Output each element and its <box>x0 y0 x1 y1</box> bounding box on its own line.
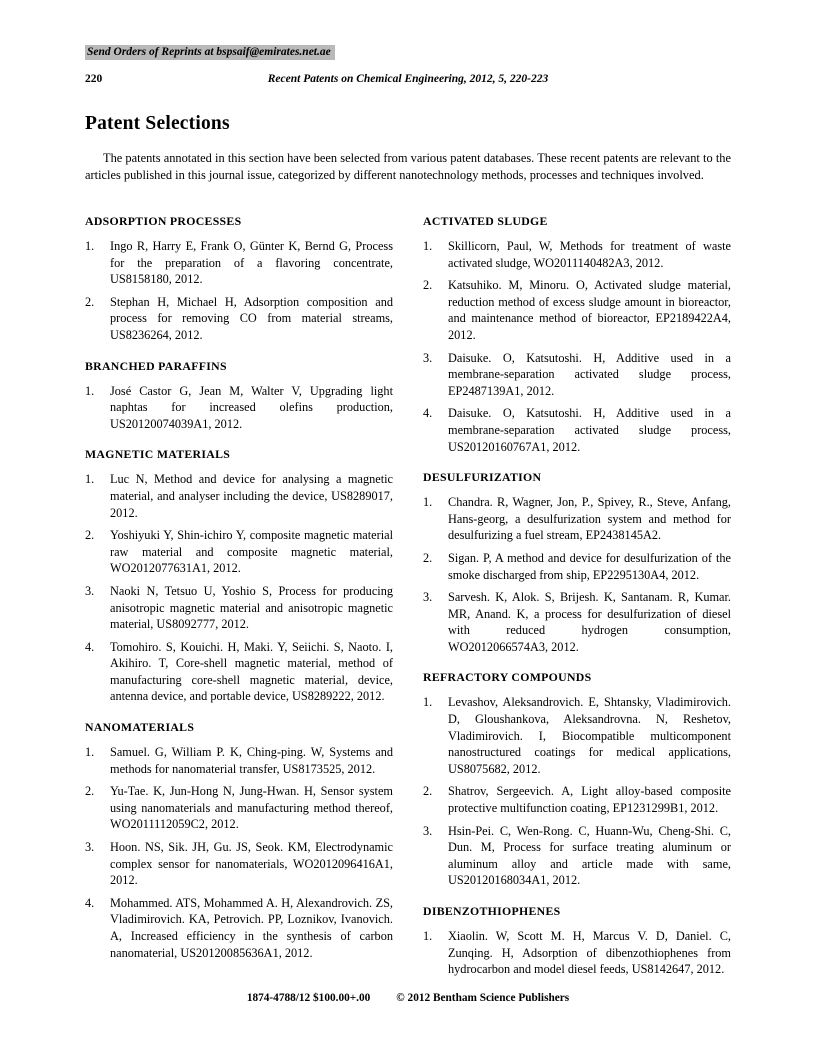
page-number: 220 <box>85 73 103 85</box>
reference-item <box>423 694 731 777</box>
reference-text: Sigan. P, A method and device for desulfurization of the smoke discharged from ship, EP2295130A4, 2012. <box>448 550 731 582</box>
reference-number: 3. <box>423 823 433 838</box>
reference-number: 2. <box>85 784 95 799</box>
reference-text: Shatrov, Sergeevich. A, Light alloy-based composite protective multifunction coating, EP1231299B1, 2012. <box>448 784 731 816</box>
reference-text: Daisuke. O, Katsutoshi. H, Additive used in a membrane-separation activated sludge process, US20120160767A1, 2012. <box>448 406 731 454</box>
footer-copyright: © 2012 Bentham Science Publishers <box>396 992 570 1004</box>
reference-section <box>85 214 393 344</box>
reference-number: 2. <box>423 784 433 799</box>
reference-number: 1. <box>85 383 95 398</box>
page-footer <box>85 992 731 1004</box>
reference-text: Samuel. G, William P. K, Ching-ping. W, Systems and methods for nanomaterial transfer, US8173525, 2012. <box>110 745 393 776</box>
reference-number: 3. <box>85 583 95 598</box>
section-heading: ACTIVATED SLUDGE <box>423 214 548 228</box>
page-header <box>85 73 731 89</box>
reference-text: Luc N, Method and device for analysing a magnetic material, and analyser including the device, US8289017, 2012. <box>110 472 393 520</box>
reference-section <box>423 904 731 978</box>
reference-number: 4. <box>85 639 95 654</box>
reference-section <box>423 670 731 889</box>
reference-text: Naoki N, Tetsuo U, Yoshio S, Process for producing anisotropic magnetic material and anisotropic magnetic material, US8092777, 2012. <box>110 583 393 632</box>
reference-item <box>85 895 393 961</box>
reference-number: 1. <box>423 695 433 710</box>
section-heading: DIBENZOTHIOPHENES <box>423 904 561 918</box>
reference-item <box>423 277 731 343</box>
reference-text: Chandra. R, Wagner, Jon, P., Spivey, R., Steve, Anfang, Hans-georg, a desulfurization system and method for desulfurizing a fuel stream, EP2438145A2. <box>448 495 731 543</box>
reference-number: 1. <box>85 239 95 253</box>
reference-number: 3. <box>423 350 433 365</box>
reference-item <box>423 928 731 978</box>
reference-number: 2. <box>423 550 433 565</box>
reference-number: 3. <box>85 840 95 855</box>
reference-section <box>85 447 393 705</box>
reference-item <box>423 823 731 889</box>
reference-text: Mohammed. ATS, Mohammed A. H, Alexandrovich. ZS, Vladimirovich. KA, Petrovich. PP, Loznikov, Ivanovich. A, Increased efficiency in the synthesis of carbon nanomaterial, US20120085636A1, 2012. <box>110 895 393 960</box>
reference-item <box>85 744 393 777</box>
reference-number: 1. <box>423 239 433 253</box>
two-column-layout <box>85 214 731 978</box>
reference-text: Stephan H, Michael H, Adsorption composition and process for removing CO from material streams, US8236264, 2012. <box>110 294 393 342</box>
section-heading: NANOMATERIALS <box>85 720 195 735</box>
reference-number: 1. <box>423 929 433 943</box>
reference-section <box>85 359 393 433</box>
reference-number: 2. <box>85 294 95 309</box>
reference-item <box>85 783 393 833</box>
reference-text: Ingo R, Harry E, Frank O, Günter K, Bernd G, Process for the preparation of a flavoring concentrate, US8158180, 2012. <box>110 239 393 287</box>
reference-text: Hoon. NS, Sik. JH, Gu. JS, Seok. KM, Electrodynamic complex sensor for nanomaterials, WO2012096416A1, 2012. <box>110 840 393 888</box>
reference-section <box>85 720 393 961</box>
reference-item <box>85 527 393 577</box>
section-heading: MAGNETIC MATERIALS <box>85 447 231 462</box>
reference-item <box>85 294 393 344</box>
reference-text: Daisuke. O, Katsutoshi. H, Additive used in a membrane-separation activated sludge process, EP2487139A1, 2012. <box>448 350 731 398</box>
reference-number: 4. <box>85 895 95 910</box>
reference-item <box>423 550 731 583</box>
reference-text: Yu-Tae. K, Jun-Hong N, Jung-Hwan. H, Sensor system using nanomaterials and manufacturing method thereof, WO2011112059C2, 2012. <box>110 784 393 832</box>
reference-item <box>423 783 731 816</box>
reference-text: Skillicorn, Paul, W, Methods for treatment of waste activated sludge, WO2011140482A3, 2012. <box>448 239 731 270</box>
intro-paragraph: The patents annotated in this section have been selected from various patent databases. These recent patents are relevant to the articles published in this journal issue, categorized by different nanotechnology methods, processes and techniques involved. <box>85 151 731 182</box>
reference-text: José Castor G, Jean M, Walter V, Upgrading light naphtas for increased olefins production, US20120074039A1, 2012. <box>110 383 393 431</box>
reference-item <box>85 383 393 433</box>
reference-section <box>423 470 731 655</box>
reprint-notice-banner: Send Orders of Reprints at bspsaif@emirates.net.ae <box>85 45 335 60</box>
reference-number: 2. <box>85 528 95 543</box>
reference-number: 1. <box>85 472 95 487</box>
reference-text: Hsin-Pei. C, Wen-Rong. C, Huann-Wu, Cheng-Shi. C, Dun. M, Process for surface treating aluminum or aluminum alloy and article made with same, US20120168034A1, 2012. <box>448 823 731 888</box>
journal-reference: Recent Patents on Chemical Engineering, 2012, 5, 220-223 <box>267 73 549 85</box>
reference-item <box>423 494 731 544</box>
reference-item <box>423 589 731 655</box>
reference-text: Sarvesh. K, Alok. S, Brijesh. K, Santanam. R, Kumar. MR, Anand. K, a process for desulfurization of diesel with reduced hydrogen consumption, WO2012066574A3, 2012. <box>448 590 731 654</box>
reference-text: Levashov, Aleksandrovich. E, Shtansky, Vladimirovich. D, Gloushankova, Aleksandrovna. N, Reshetov, Vladimirovich. I, Biocompatible multicomponent nanostructured coatings for medical applications, US8075682, 2012. <box>448 695 731 776</box>
column-right <box>423 214 731 978</box>
reference-number: 3. <box>423 590 433 605</box>
section-heading: ADSORPTION PROCESSES <box>85 214 242 228</box>
reference-number: 1. <box>423 495 433 510</box>
reference-text: Yoshiyuki Y, Shin-ichiro Y, composite magnetic material raw material and composite magnetic material, WO2012077631A1, 2012. <box>110 528 393 576</box>
reference-item <box>85 238 393 288</box>
reference-number: 2. <box>423 278 433 293</box>
reference-item <box>423 405 731 455</box>
section-heading: BRANCHED PARAFFINS <box>85 358 227 373</box>
reference-number: 4. <box>423 406 433 421</box>
reference-item <box>85 839 393 889</box>
reference-item <box>85 471 393 521</box>
reference-text: Katsuhiko. M, Minoru. O, Activated sludge material, reduction method of excess sludge amount in bioreactor, and maintenance method of bioreactor, EP2189422A4, 2012. <box>448 278 731 342</box>
footer-issn-price: 1874-4788/12 $100.00+.00 <box>246 992 371 1004</box>
reference-number: 1. <box>85 745 95 760</box>
reference-item <box>85 639 393 705</box>
column-left <box>85 214 393 978</box>
reference-text: Tomohiro. S, Kouichi. H, Maki. Y, Seiichi. S, Naoto. I, Akihiro. T, Core-shell magnetic material, method of manufacturing core-shell magnetic material, device, antenna device, and portable device, US8289222, 2012. <box>110 639 393 704</box>
reference-item <box>423 350 731 400</box>
reference-item <box>85 583 393 633</box>
page-title: Patent Selections <box>85 113 230 134</box>
section-heading: REFRACTORY COMPOUNDS <box>423 670 592 685</box>
section-heading: DESULFURIZATION <box>423 470 542 485</box>
reference-section <box>423 214 731 455</box>
reference-item <box>423 238 731 271</box>
reference-text: Xiaolin. W, Scott M. H, Marcus V. D, Daniel. C, Zunqing. H, Adsorption of dibenzothiophenes from hydrocarbon and model diesel feeds, US8142647, 2012. <box>448 929 731 977</box>
